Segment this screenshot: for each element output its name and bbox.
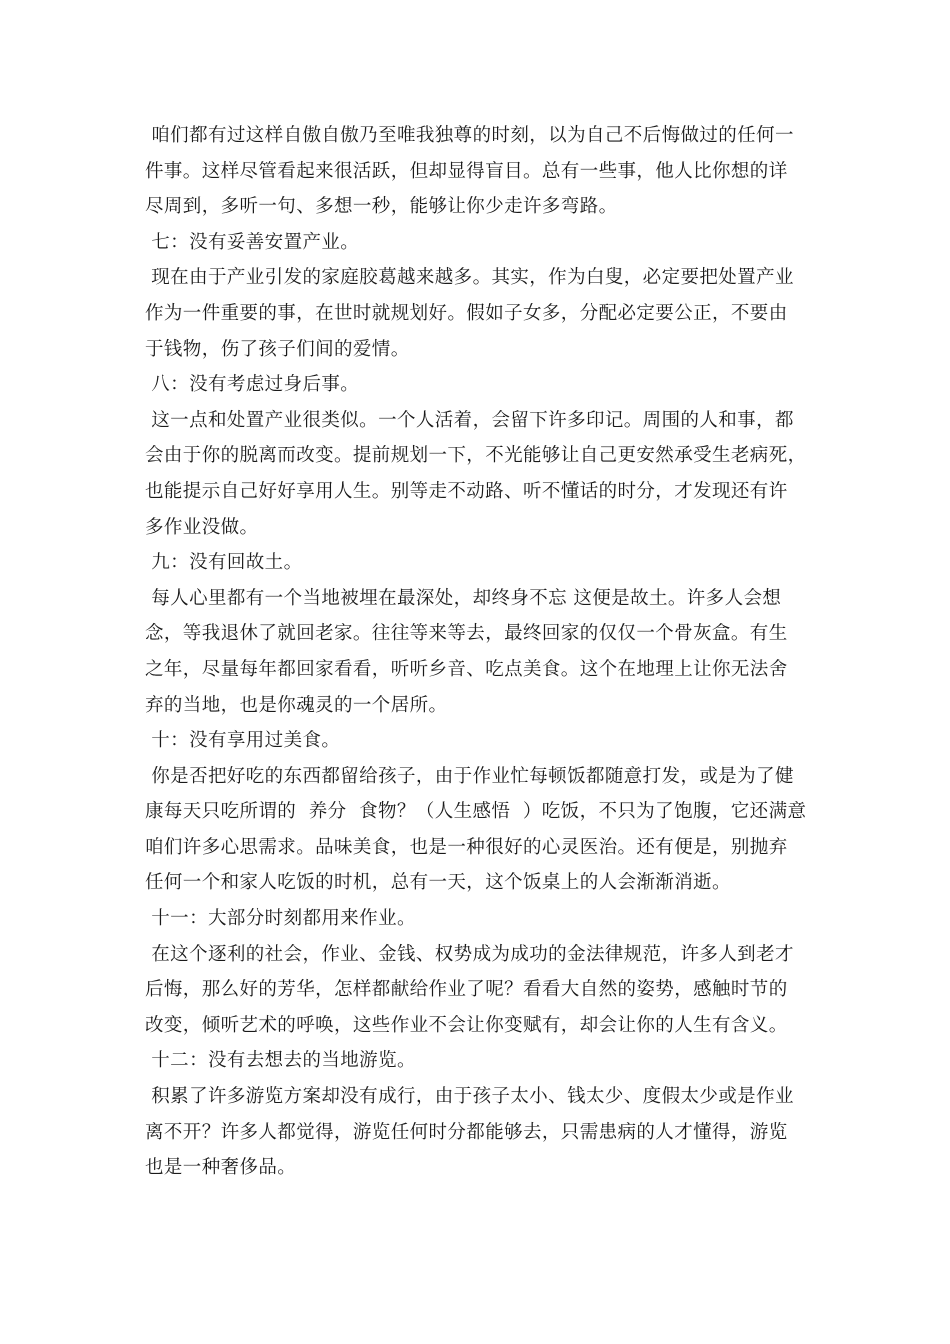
text-line: 积累了许多游览方案却没有成行，由于孩子太小、钱太少、度假太少或是作业 xyxy=(145,1086,794,1108)
document-body xyxy=(145,118,815,1186)
text-line: 于钱物，伤了孩子们间的爱情。 xyxy=(145,338,410,360)
text-line: 改变，倾听艺术的呼唤，这些作业不会让你变赋有，却会让你的人生有含义。 xyxy=(145,1014,788,1036)
text-line: 之年，尽量每年都回家看看，听听乡音、吃点美食。这个在地理上让你无法舍 xyxy=(145,658,788,680)
text-line: 你是否把好吃的东西都留给孩子，由于作业忙每顿饭都随意打发，或是为了健 xyxy=(145,765,794,787)
text-line: 多作业没做。 xyxy=(145,516,259,538)
text-line: 咱们都有过这样自傲自傲乃至唯我独尊的时刻，以为自己不后悔做过的任何一 xyxy=(145,125,794,146)
section-heading: 十：没有享用过美食。 xyxy=(145,730,341,752)
text-line: 离不开？许多人都觉得，游览任何时分都能够去，只需患病的人才懂得，游览 xyxy=(145,1121,788,1143)
section-heading: 七：没有妥善安置产业。 xyxy=(145,231,360,253)
text-line: 在这个逐利的社会，作业、金钱、权势成为成功的金法律规范，许多人到老才 xyxy=(145,943,794,965)
text-line: 也是一种奢侈品。 xyxy=(145,1157,297,1179)
section-heading: 八：没有考虑过身后事。 xyxy=(145,374,360,396)
text-line: 会由于你的脱离而改变。提前规划一下，不光能够让自己更安然承受生老病死， xyxy=(145,445,807,467)
text-line: 件事。这样尽管看起来很活跃，但却显得盲目。总有一些事，他人比你想的详 xyxy=(145,160,788,182)
text-line: 这一点和处置产业很类似。一个人活着，会留下许多印记。周围的人和事，都 xyxy=(145,409,794,431)
section-heading: 九：没有回故土。 xyxy=(145,552,303,574)
section-heading: 十二：没有去想去的当地游览。 xyxy=(145,1050,416,1072)
text-line: 咱们许多心思需求。品味美食，也是一种很好的心灵医治。还有便是，别抛弃 xyxy=(145,836,788,858)
text-line: 后悔，那么好的芳华，怎样都献给作业了呢？看看大自然的姿势，感触时节的 xyxy=(145,979,788,1001)
text-line: 康每天只吃所谓的 养分 食物？（人生感悟 ）吃饭，不只为了饱腹，它还满意 xyxy=(145,801,807,823)
text-line: 现在由于产业引发的家庭胶葛越来越多。其实，作为白叟，必定要把处置产业 xyxy=(145,267,794,289)
text-line: 尽周到，多听一句、多想一秒，能够让你少走许多弯路。 xyxy=(145,196,618,218)
text-line: 作为一件重要的事，在世时就规划好。假如子女多，分配必定要公正，不要由 xyxy=(145,302,788,324)
text-line: 弃的当地，也是你魂灵的一个居所。 xyxy=(145,694,448,716)
text-line: 也能提示自己好好享用人生。别等走不动路、听不懂话的时分，才发现还有许 xyxy=(145,480,788,502)
section-heading: 十一：大部分时刻都用来作业。 xyxy=(145,908,416,930)
text-line: 任何一个和家人吃饭的时机，总有一天，这个饭桌上的人会渐渐消逝。 xyxy=(145,872,731,894)
text-line: 念，等我退休了就回老家。往往等来等去，最终回家的仅仅一个骨灰盒。有生 xyxy=(145,623,788,645)
text-line: 每人心里都有一个当地被埋在最深处，却终身不忘 这便是故土。许多人会想 xyxy=(145,587,782,609)
